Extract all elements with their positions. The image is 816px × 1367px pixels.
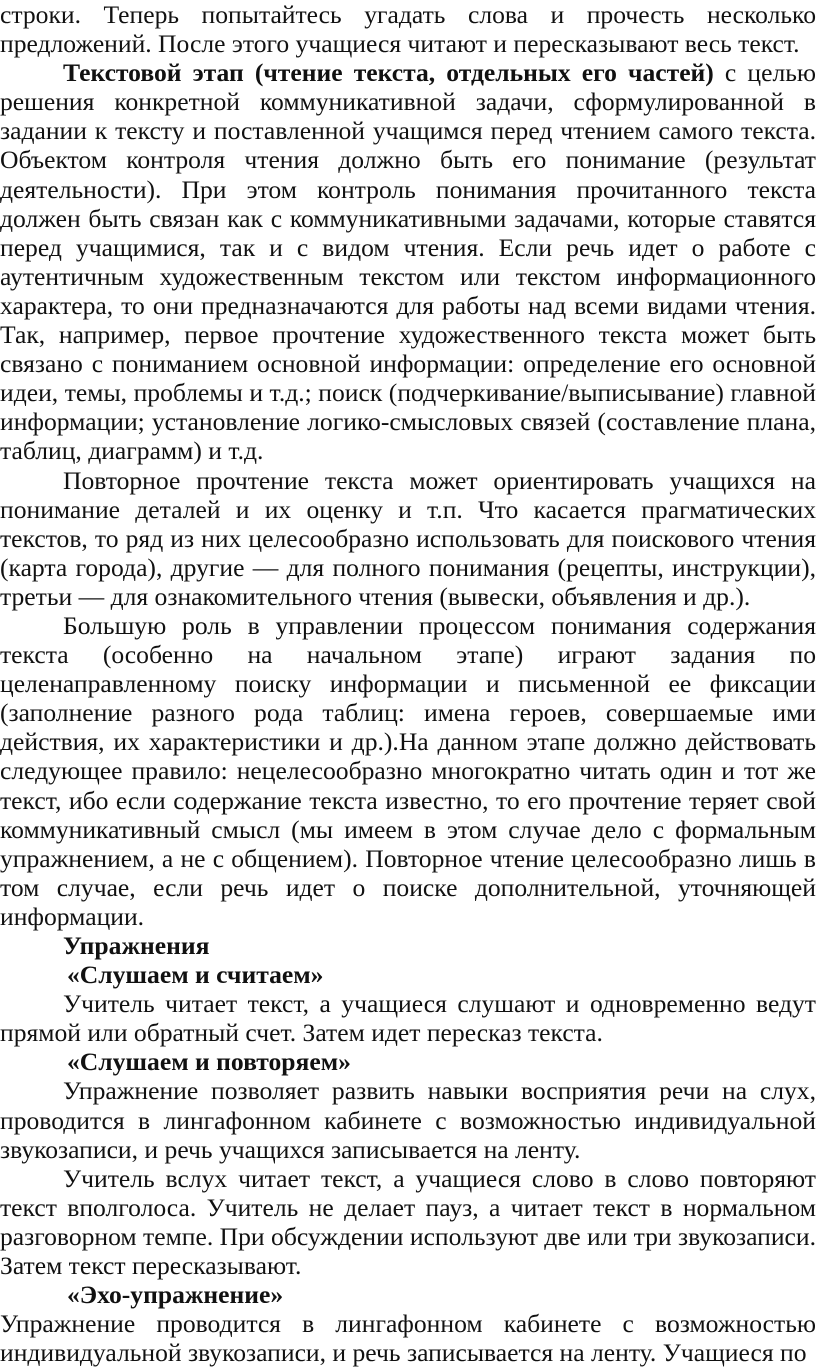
- heading-listen-repeat: «Слушаем и повторяем»: [67, 1047, 351, 1077]
- paragraph-comprehension-control: Большую роль в управлении процессом понимания содержания текста (особенно на начальном этапе) играют задания по целенаправленному поиску информации и письменной ее фиксации (заполнение разного рода таблиц: имена героев, совершаемые ими действия, их характеристики и др.).На данном этапе должно действовать следующее правило: нецелесообразно многократно читать один и тот же текст, ибо если содержание текста известно, то его прочтение теряет свой коммуникативный смысл (мы имеем в этом случае дело с формальным упражнением, а не с общением). Повторное чтение целесообразно лишь в том случае, если речь идет о поиске дополнительной, уточняющей информации.: [0, 610, 816, 931]
- heading-listen-count: «Слушаем и считаем»: [67, 960, 324, 990]
- paragraph-text-stage: [0, 58, 816, 465]
- paragraph-listen-repeat-1: Упражнение позволяет развить навыки восприятия речи на слух, проводится в лингафонном кабинете с возможностью индивидуальной звукозаписи, и речь учащихся записывается на ленту.: [0, 1076, 816, 1164]
- text-stage-term: Текстовой этап (чтение текста, отдельных его частей): [63, 58, 714, 88]
- paragraph-listen-repeat-2: Учитель вслух читает текст, а учащиеся слово в слово повторяют текст вполголоса. Учитель не делает пауз, а читает текст в нормальном разговорном темпе. При обсуждении используют две или три звукозаписи. Затем текст пересказывают.: [0, 1163, 816, 1281]
- paragraph-echo: Упражнение проводится в лингафонном кабинете с возможностью индивидуальной звукозаписи, и речь записывается на ленту. Учащиеся по: [0, 1309, 816, 1367]
- text-stage-body: с целью решения конкретной коммуникативной задачи, сформулированной в задании к тексту и поставленной учащимся перед чтением самого текста. Объектом контроля чтения должно быть его понимание (результат деятельности). При этом контроль понимания прочитанного текста должен быть связан как с коммуникативными задачами, которые ставятся перед учащимися, так и с видом чтения. Если речь идет о работе с аутентичным художественным текстом или текстом информационного характера, то они предназначаются для работы над всеми видами чтения. Так, например, первое прочтение художественного текста может быть связано с пониманием основной информации: определение его основной идеи, темы, проблемы и т.д.; поиск (подчеркивание/выписывание) главной информации; установление логико-смысловых связей (составление плана, таблиц, диаграмм) и т.д.: [0, 58, 816, 466]
- heading-exercises: Упражнения: [63, 931, 210, 960]
- heading-echo: «Эхо-упражнение»: [67, 1280, 284, 1310]
- paragraph-listen-count: Учитель читает текст, а учащиеся слушают и одновременно ведут прямой или обратный счет. Затем идет пересказ текста.: [0, 989, 816, 1048]
- paragraph-repeat-reading: Повторное прочтение текста может ориентировать учащихся на понимание деталей и их оценку и т.п. Что касается прагматических текстов, то ряд из них целесообразно использовать для поискового чтения (карта города), другие — для полного понимания (рецепты, инструкции), третьи — для ознакомительного чтения (вывески, объявления и др.).: [0, 465, 816, 611]
- paragraph-continuation: строки. Теперь попытайтесь угадать слова и прочесть несколько предложений. После этого учащиеся читают и пересказывают весь текст.: [0, 0, 816, 59]
